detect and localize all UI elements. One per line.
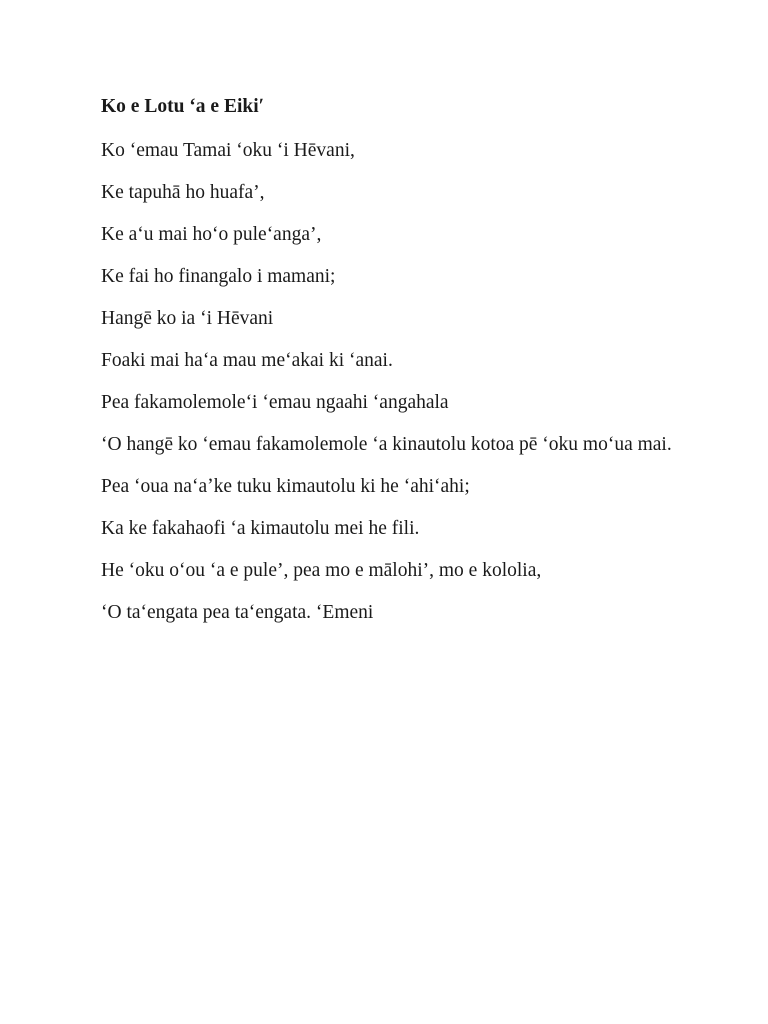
prayer-line: Ke aʻu mai hoʻo puleʻanga’, [101,224,322,245]
prayer-line: Hangē ko ia ʻi Hēvani [101,308,274,329]
prayer-line: Foaki mai haʻa mau meʻakai ki ʻanai. [101,350,393,371]
prayer-line: ʻO hangē ko ʻemau fakamolemole ʻa kinautolu kotoa pē ʻoku moʻua mai. [101,434,672,455]
document-page [101,93,701,639]
prayer-line: ʻO taʻengata pea taʻengata. ʻEmeni [101,602,374,623]
prayer-line: He ʻoku oʻou ʻa e pule’, pea mo e mālohi’, mo e kololia, [101,560,542,581]
prayer-line: Ko ʻemau Tamai ʻoku ʻi Hēvani, [101,140,355,161]
document-title: Ko e Lotu ʻa e Eikiʹ [101,96,265,117]
prayer-line: Ke fai ho finangalo i mamani; [101,266,336,287]
prayer-line: Ke tapuhā ho huafa’, [101,182,265,203]
prayer-line: Pea fakamolemoleʻi ʻemau ngaahi ʻangahala [101,392,449,413]
prayer-line: Pea ʻoua naʻaʼke tuku kimautolu ki he ʻahiʻahi; [101,476,470,497]
prayer-line: Ka ke fakahaofi ʻa kimautolu mei he fili. [101,518,420,539]
